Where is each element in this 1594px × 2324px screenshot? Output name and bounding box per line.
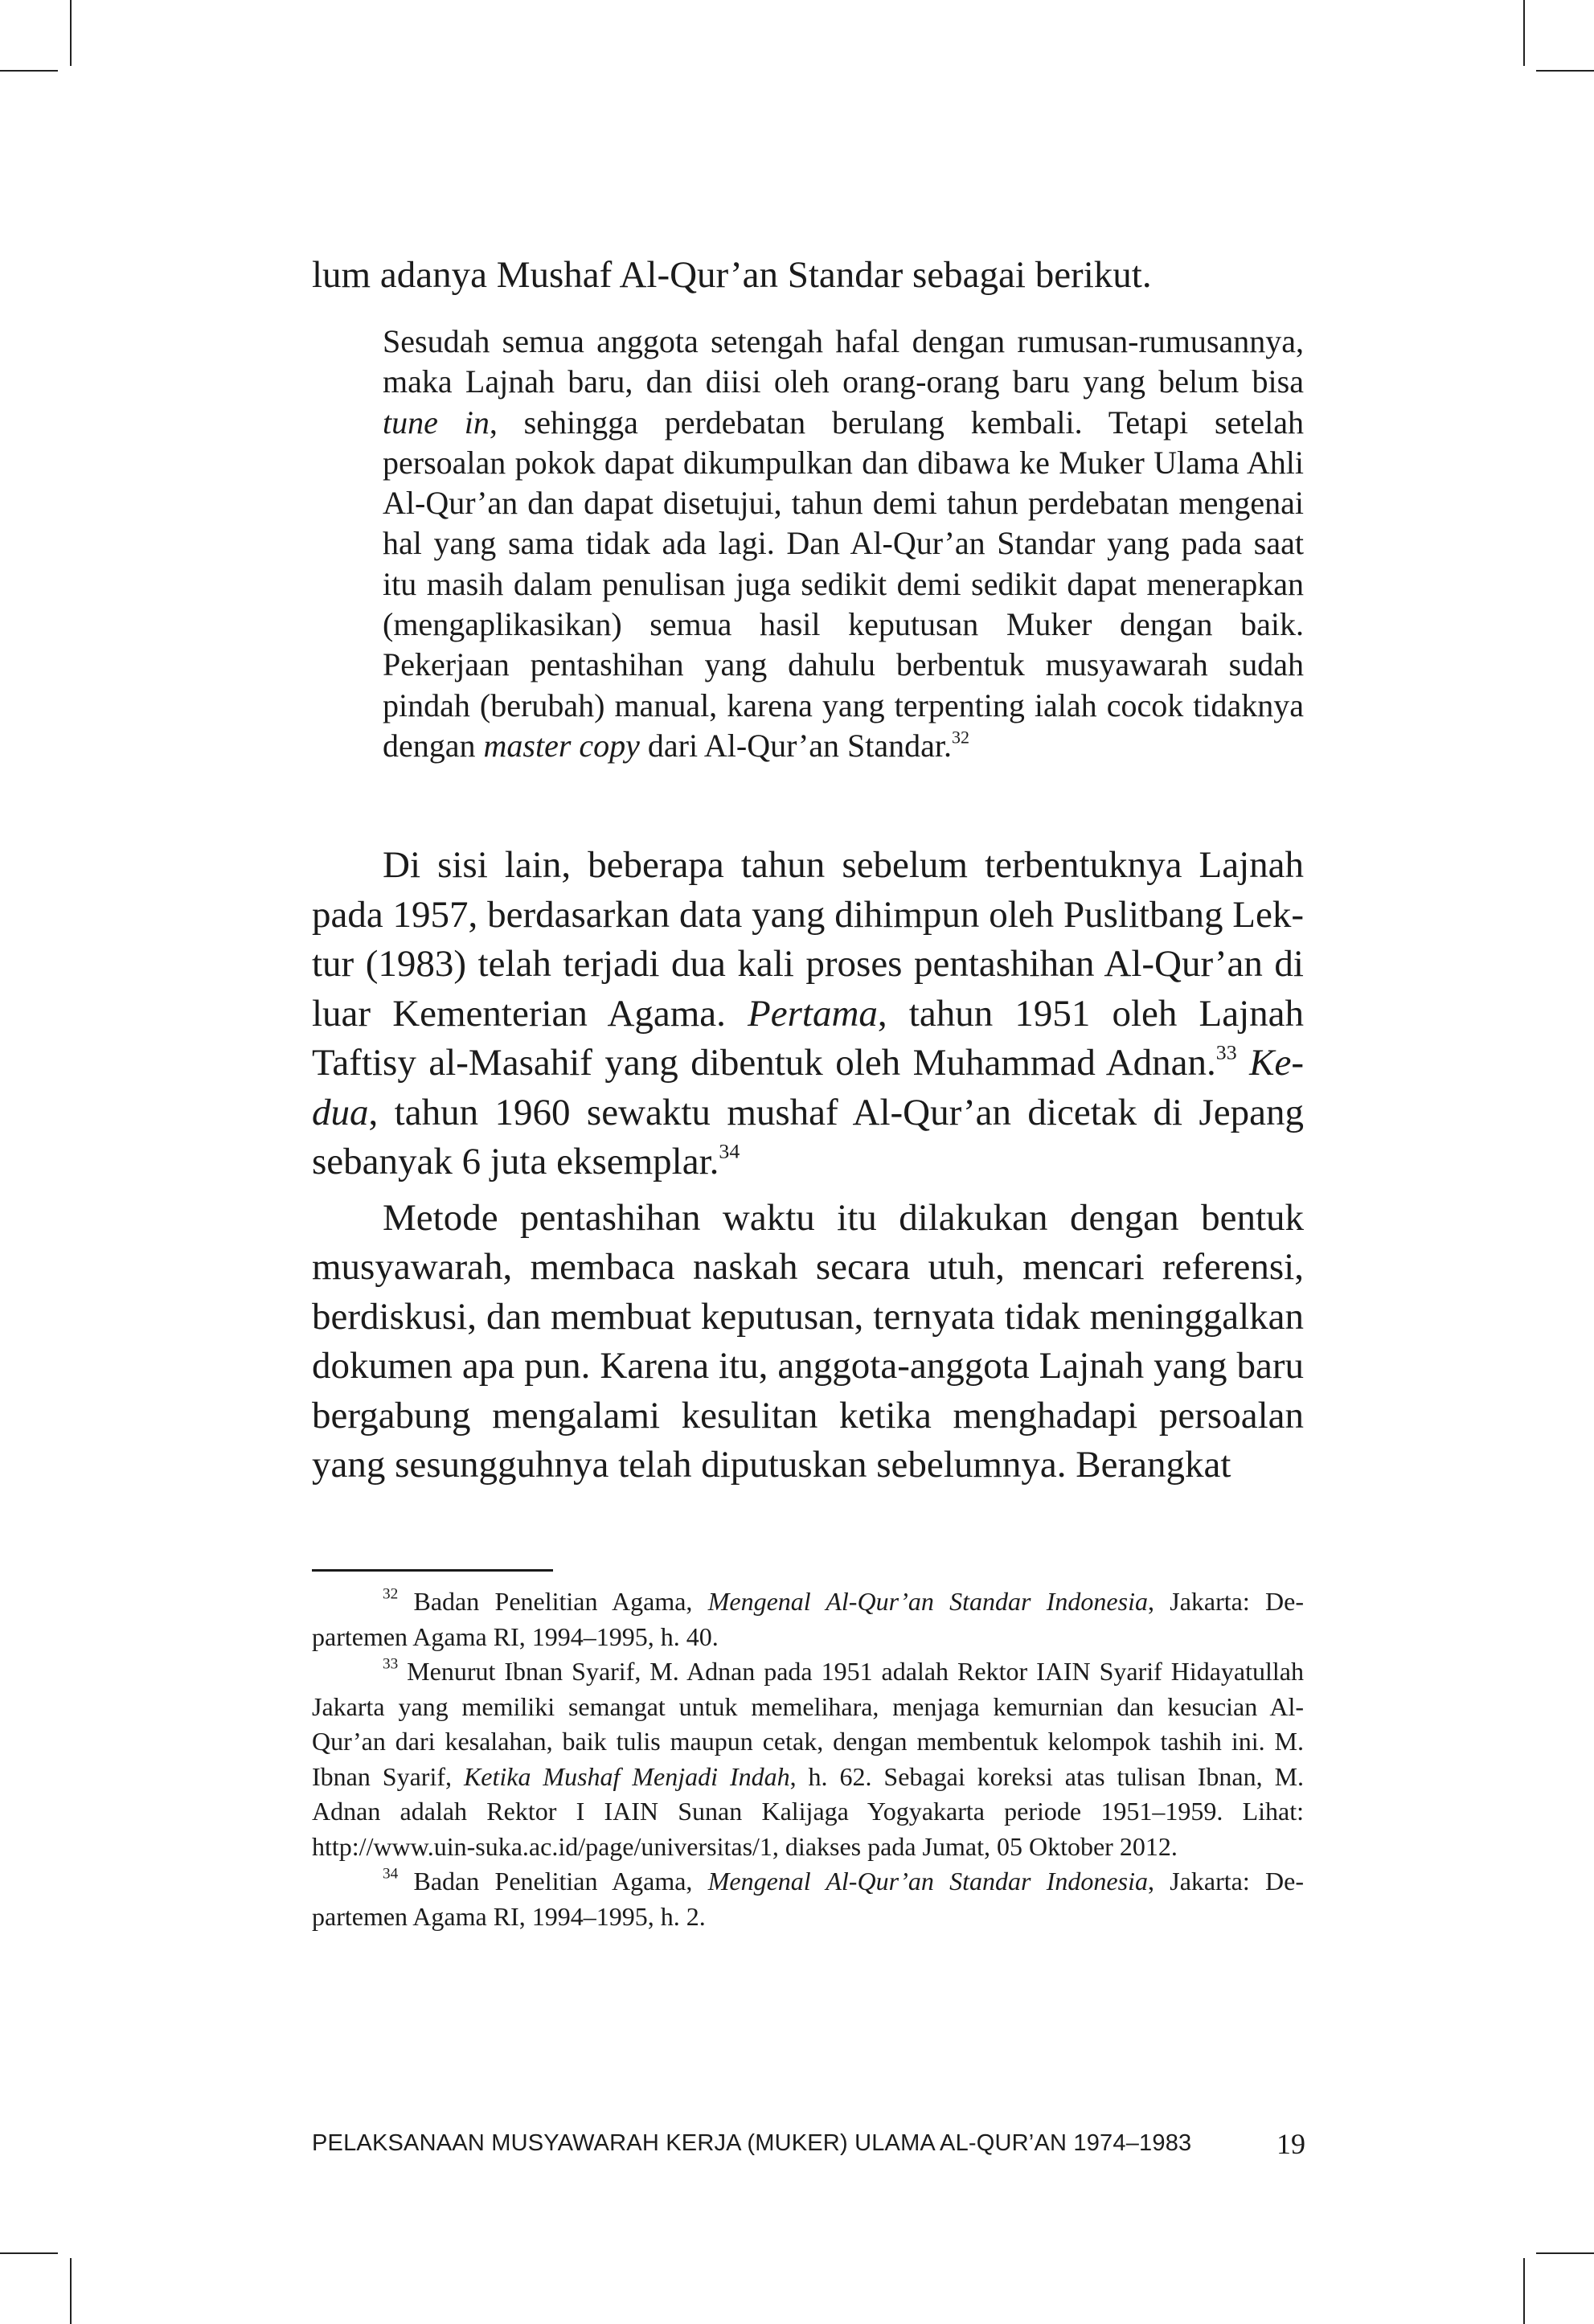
crop-mark-bottom-left-h xyxy=(0,2252,58,2254)
paragraph-1-italic-1: Pertama xyxy=(748,992,878,1035)
footnote-ref-33[interactable]: 33 xyxy=(1215,1040,1237,1064)
quote-italic-2: master copy xyxy=(483,727,640,764)
paragraph-1-italic-2: Kedua xyxy=(312,1042,1304,1133)
quote-text-2: , sehingga perdebatan berulang kembali. Tetapi setelah persoalan pokok dapat dikumpulkan dan dibawa ke Muker Ulama Ahli Al-Qur’an dan dapat disetujui, tahun demi tahun perdebatan mengenai hal yang sama tidak ada lagi. Dan Al-Qur’an Standar yang pada saat itu masih dalam penulisan juga sedikit demi sedikit dapat menerapkan (mengaplikasikan) semua hasil keputusan Muker dengan baik. Pekerjaan pentashihan yang dahulu berbentuk musyawarah sudah pindah (berubah) manual, karena yang terpenting ialah cocok tidaknya dengan xyxy=(383,404,1304,764)
footnote-number: 34 xyxy=(383,1865,399,1883)
footnote-text: Menurut Ibnan Syarif, M. Adnan pada 1951 adalah Rektor IAIN Syarif Hidayatullah Jakarta yang memiliki semangat untuk memelihara, menjaga kemurnian dan kesucian Al-Qur’an dari kesalahan, baik tulis maupun cetak, dengan membentuk kelompok tashih ini. M. Ibnan Syarif, xyxy=(312,1657,1305,1791)
footnote-ref-32[interactable]: 32 xyxy=(951,727,969,748)
running-header: PELAKSANAAN MUSYAWARAH KERJA (MUKER) ULAMA AL-QUR’AN 1974–1983 xyxy=(312,2130,1192,2156)
crop-mark-top-right xyxy=(1523,0,1525,66)
footnote-text: , Jakarta: Departemen Agama RI, 1994–1995, h. 40. xyxy=(312,1587,1305,1651)
crop-mark-bottom-right xyxy=(1523,2258,1525,2324)
paragraph-1-text-1: Di sisi lain, beberapa tahun sebelum terbentuknya Lajnah pada 1957, berdasarkan data yang dihimpun oleh Puslitbang Lektur (1983) telah terjadi dua kali proses pentashihan Al-Qur’an di luar Kementerian Agama. xyxy=(312,844,1304,1035)
footnote-text: Badan Penelitian Agama, xyxy=(413,1867,708,1896)
footnote-text: Badan Penelitian Agama, xyxy=(413,1587,708,1616)
footnote-33 xyxy=(312,1654,1304,1864)
footnote-title: Mengenal Al-Qur’an Standar Indonesia xyxy=(707,1587,1148,1616)
crop-mark-top-right-h xyxy=(1536,70,1594,72)
paragraph-2: Metode pentashihan waktu itu dilakukan dengan bentuk musyawarah, membaca naskah secara utuh, mencari referensi, berdiskusi, dan membuat keputusan, ternyata tidak meninggalkan dokumen apa pun. Karena itu, anggota-anggota Lajnah yang baru bergabung mengalami kesulitan ketika menghadapi persoalan yang sesungguhnya telah diputuskan sebelumnya. Berangkat xyxy=(312,1196,1304,1486)
footnotes xyxy=(312,1569,1304,1934)
crop-mark-bottom-right-h xyxy=(1536,2252,1594,2254)
crop-mark-top-left-h xyxy=(0,70,58,72)
paragraph-1-text-2: , tahun 1951 oleh Lajnah Taftisy al-Masahif yang dibentuk oleh Muhammad Adnan. xyxy=(312,992,1304,1084)
footnote-34 xyxy=(312,1864,1304,1934)
block-quote xyxy=(383,322,1304,766)
footnote-32 xyxy=(312,1584,1304,1654)
crop-mark-top-left xyxy=(70,0,72,66)
footnote-title: Ketika Mushaf Menjadi Indah xyxy=(463,1761,790,1791)
footnote-title: Mengenal Al-Qur’an Standar Indonesia xyxy=(707,1867,1148,1896)
footnote-number: 32 xyxy=(383,1585,399,1603)
body-text xyxy=(312,841,1304,1490)
quote-text-1: Sesudah semua anggota setengah hafal dengan rumusan-rumusannya, maka Lajnah baru, dan diisi oleh orang-orang baru yang belum bisa xyxy=(383,323,1304,400)
paragraph-1-text-3: , tahun 1960 sewaktu mushaf Al-Qur’an dicetak di Jepang sebanyak 6 juta eksemplar. xyxy=(312,1091,1304,1182)
paragraph-1 xyxy=(312,841,1304,1187)
footnote-ref-34[interactable]: 34 xyxy=(719,1139,740,1163)
crop-mark-bottom-left xyxy=(70,2258,72,2324)
footnote-text: , h. 62. Sebagai koreksi atas tulisan Ibnan, M. Adnan adalah Rektor I IAIN Sunan Kalijaga Yogyakarta periode 1951–1959. Lihat: http://www.uin-suka.ac.id/page/universitas/1, diakses pada Jumat, 05 Oktober 2012. xyxy=(312,1761,1305,1861)
quote-text-3: dari Al-Qur’an Standar. xyxy=(639,727,952,764)
footnote-rule xyxy=(312,1569,553,1572)
lead-line: lum adanya Mushaf Al-Qur’an Standar sebagai berikut. xyxy=(312,254,1152,296)
lead-line-block xyxy=(312,251,1304,301)
page-number: 19 xyxy=(1276,2128,1305,2160)
footnote-number: 33 xyxy=(383,1655,399,1673)
footnote-text: , Jakarta: Departemen Agama RI, 1994–1995, h. 2. xyxy=(312,1867,1305,1931)
quote-italic-1: tune in xyxy=(383,404,490,441)
